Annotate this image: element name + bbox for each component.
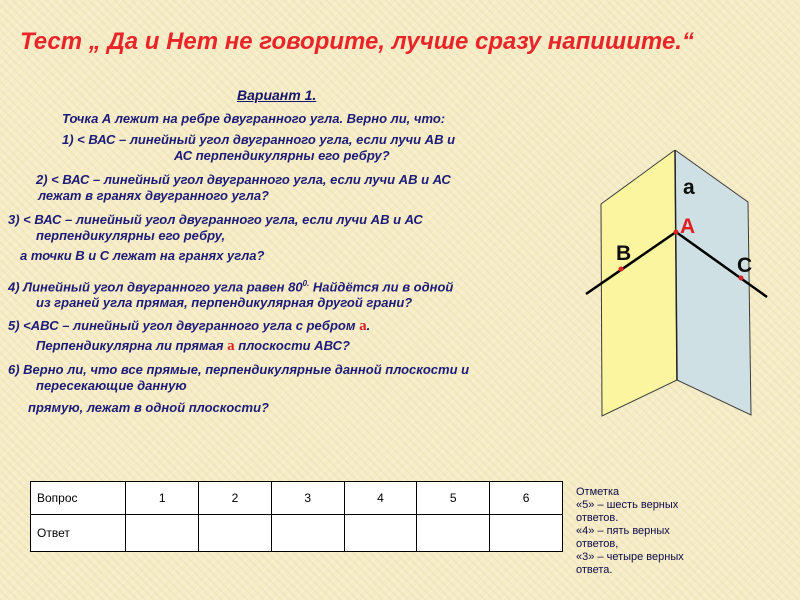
question-3-line-2: перпендикулярны его ребру, bbox=[36, 228, 226, 243]
grade-4-line-1: «4» – пять верных bbox=[576, 525, 670, 537]
question-5-line-2 bbox=[8, 338, 370, 354]
question-1-line-1: 1) < ВАС – линейный угол двугранного угла, если лучи АВ и bbox=[62, 132, 456, 147]
grading-criteria bbox=[576, 486, 726, 577]
page-title: Тест „ Да и Нет не говорите, лучше сразу напишите.“ bbox=[20, 28, 694, 55]
question-number-2: 2 bbox=[199, 482, 272, 515]
answer-cell-5[interactable] bbox=[417, 515, 490, 552]
point-b-marker bbox=[619, 267, 624, 272]
grade-5-line-2: ответов. bbox=[576, 512, 619, 524]
question-number-1: 1 bbox=[126, 482, 199, 515]
question-5-text-2a: Перпендикулярна ли прямая bbox=[36, 338, 228, 353]
question-1-line-2: АС перпендикулярны его ребру? bbox=[174, 148, 390, 163]
question-3-line-1: 3) < ВАС – линейный угол двугранного угла, если лучи АВ и АС bbox=[8, 212, 423, 227]
question-6-line-3: прямую, лежат в одной плоскости? bbox=[28, 400, 269, 415]
question-4-line-1 bbox=[8, 276, 453, 295]
question-6-line-1: 6) Верно ли, что все прямые, перпендикулярные данной плоскости и bbox=[8, 362, 470, 377]
dihedral-angle-figure bbox=[580, 150, 780, 420]
question-6-line-2: пересекающие данную bbox=[36, 378, 187, 393]
question-number-6: 6 bbox=[490, 482, 563, 515]
edge-symbol-a-2: а bbox=[227, 338, 235, 354]
question-4-line-2: из граней угла прямая, перпендикулярная другой грани? bbox=[36, 295, 413, 311]
question-4-text-a: 4) Линейный угол двугранного угла равен 80 bbox=[8, 279, 303, 295]
grade-4-line-2: ответов, bbox=[576, 538, 619, 550]
answer-cell-4[interactable] bbox=[344, 515, 417, 552]
degree-superscript: 0. bbox=[302, 279, 310, 288]
answer-cell-2[interactable] bbox=[199, 515, 272, 552]
question-5-text-2b: плоскости АВС? bbox=[234, 338, 350, 353]
grade-3-line-1: «3» – четыре верных bbox=[576, 551, 684, 563]
grade-5-line-1: «5» – шесть верных bbox=[576, 499, 679, 511]
point-a-marker bbox=[674, 230, 679, 235]
left-face-plane bbox=[601, 150, 677, 416]
table-row-answers bbox=[31, 515, 563, 552]
question-3 bbox=[8, 212, 423, 264]
question-number-5: 5 bbox=[417, 482, 490, 515]
edge-symbol-a: а bbox=[359, 318, 367, 334]
question-header-cell: Вопрос bbox=[31, 482, 126, 515]
question-6 bbox=[8, 362, 469, 416]
question-number-4: 4 bbox=[344, 482, 417, 515]
point-a-label: A bbox=[680, 215, 696, 238]
question-3-line-3: а точки В и С лежат на гранях угла? bbox=[20, 248, 265, 263]
answers-table bbox=[30, 481, 563, 552]
variant-heading: Вариант 1. bbox=[237, 87, 317, 103]
intro-statement: Точка А лежит на ребре двугранного угла. Верно ли, что: bbox=[62, 111, 446, 126]
question-4 bbox=[8, 276, 453, 311]
question-2-line-2: лежат в гранях двугранного угла? bbox=[38, 188, 269, 203]
answer-cell-3[interactable] bbox=[271, 515, 344, 552]
question-4-text-b: Найдётся ли в одной bbox=[309, 279, 454, 295]
question-1 bbox=[62, 132, 455, 164]
point-c-label: C bbox=[737, 254, 753, 277]
answer-header-cell: Ответ bbox=[31, 515, 126, 552]
point-b-label: B bbox=[616, 242, 632, 265]
question-5-text: 5) <АВС – линейный угол двугранного угла с ребром bbox=[8, 318, 360, 333]
answer-cell-6[interactable] bbox=[490, 515, 563, 552]
question-5-period: . bbox=[366, 318, 371, 333]
answer-cell-1[interactable] bbox=[126, 515, 199, 552]
grade-3-line-2: ответа. bbox=[576, 564, 613, 576]
table-row-questions bbox=[31, 482, 563, 515]
question-5-line-1 bbox=[8, 318, 370, 334]
question-2-line-1: 2) < ВАС – линейный угол двугранного угла, если лучи АВ и АС bbox=[36, 172, 451, 187]
edge-label-a: a bbox=[683, 176, 695, 199]
grading-heading: Отметка bbox=[576, 486, 620, 498]
question-number-3: 3 bbox=[271, 482, 344, 515]
question-2 bbox=[36, 172, 451, 204]
question-5 bbox=[8, 318, 370, 354]
